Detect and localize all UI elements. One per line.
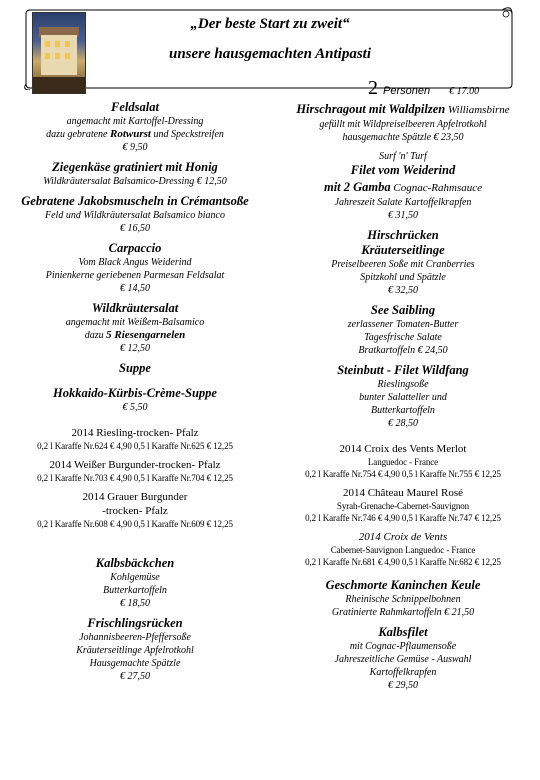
wine-item xyxy=(0,426,270,452)
dish-title: See Saibling xyxy=(370,303,436,317)
menu-item xyxy=(0,386,270,414)
dish-line: Wildkräutersalat Balsamico-Dressing € 12,50 xyxy=(43,176,227,187)
dish-line: Tagesfrische Salate xyxy=(364,332,442,343)
banner-subtitle: unsere hausgemachten Antipasti xyxy=(169,46,371,62)
persons-price: € 17.00 xyxy=(449,86,480,97)
dish-price: € 9,50 xyxy=(122,142,148,153)
dish-line: dazu 5 Riesengarnelen xyxy=(84,329,186,341)
menu-item xyxy=(0,301,270,355)
right-column xyxy=(272,100,534,698)
dish-line: Johannisbeeren-Pfeffersoße xyxy=(79,632,191,643)
dish-line: Preiselbeeren Soße mit Cranberries xyxy=(331,259,475,270)
dish-title: Hirschrücken xyxy=(367,228,439,242)
wine-sub: Cabernet-Sauvignon Languedoc - France xyxy=(330,545,476,555)
dish-title: Frischlingsrücken xyxy=(87,616,183,630)
wine-detail: 0,2 l Karaffe Nr.754 € 4,90 0,5 l Karaffe Nr.755 € 12,25 xyxy=(305,469,501,479)
dish-title: Steinbutt - Filet Wildfang xyxy=(337,363,469,377)
dish-title: Kalbsfilet xyxy=(378,625,428,639)
dish-title: Feldsalat xyxy=(111,100,159,114)
dish-title: Kräuterseitlinge xyxy=(361,243,445,257)
dish-line: Hausgemachte Spätzle xyxy=(89,658,181,669)
wine-name: 2014 Weißer Burgunder-trocken- Pfalz xyxy=(49,459,221,471)
dish-title: Ziegenkäse gratiniert mit Honig xyxy=(52,160,218,174)
dish-line: dazu gebratene Rotwurst und Speckstreifen xyxy=(46,128,224,140)
dish-title: Filet vom Weiderind xyxy=(350,163,456,177)
menu-item xyxy=(0,361,270,376)
wine-name: -trocken- Pfalz xyxy=(102,505,168,517)
menu-item xyxy=(272,228,534,297)
persons-offer xyxy=(368,77,479,100)
menu-item xyxy=(272,578,534,619)
dish-price: € 31,50 xyxy=(388,210,418,221)
left-column xyxy=(0,100,270,689)
menu-item xyxy=(0,160,270,188)
menu-item xyxy=(0,100,270,154)
dish-price: € 5,50 xyxy=(122,402,148,413)
wine-sub: Syrah-Grenache-Cabernet-Sauvignon xyxy=(336,501,470,511)
menu-item xyxy=(272,625,534,692)
dish-price: € 28,50 xyxy=(388,418,418,429)
wine-item xyxy=(0,490,270,530)
wine-name: 2014 Château Maurel Rosé xyxy=(342,487,464,499)
dish-price: € 18,50 xyxy=(120,598,150,609)
wine-item xyxy=(272,486,534,524)
dish-title: Carpaccio xyxy=(108,241,162,255)
dish-line: angemacht mit Kartoffel-Dressing xyxy=(66,116,204,127)
dish-line: Pinienkerne geriebenen Parmesan Feldsalat xyxy=(45,270,225,281)
wine-item xyxy=(0,458,270,484)
dish-line: bunter Salatteller und xyxy=(359,392,447,403)
dish-line: Butterkartoffeln xyxy=(103,585,167,596)
banner-title: „Der beste Start zu zweit“ xyxy=(190,16,350,32)
dish-line: zerlassener Tomaten-Butter xyxy=(347,319,459,330)
dish-line: Jahreszeitliche Gemüse - Auswahl xyxy=(334,654,472,665)
dish-title: Hokkaido-Kürbis-Crème-Suppe xyxy=(53,386,217,400)
wine-detail: 0,2 l Karaffe Nr.624 € 4,90 0,5 l Karaffe Nr.625 € 12,25 xyxy=(37,441,233,451)
dish-price: € 14,50 xyxy=(120,283,150,294)
dish-title: Kalbsbäckchen xyxy=(95,556,175,570)
dish-line: Feld und Wildkräutersalat Balsamico bianco xyxy=(45,210,225,221)
dish-line: Vom Black Angus Weiderind xyxy=(78,257,192,268)
wine-detail: 0,2 l Karaffe Nr.608 € 4,90 0,5 l Karaffe Nr.609 € 12,25 xyxy=(37,519,233,529)
dish-price: € 16,50 xyxy=(120,223,150,234)
dish-price: € 27,50 xyxy=(120,671,150,682)
wine-detail: 0,2 l Karaffe Nr.681 € 4,90 0,5 l Karaffe Nr.682 € 12,25 xyxy=(305,557,501,567)
dish-line: Kartoffelkrapfen xyxy=(369,667,437,678)
wine-detail: 0,2 l Karaffe Nr.703 € 4,90 0,5 l Karaffe Nr.704 € 12,25 xyxy=(37,473,233,483)
wine-name: 2014 Croix de Vents xyxy=(358,531,448,543)
dish-price: € 29,50 xyxy=(388,680,418,691)
wine-name: 2014 Grauer Burgunder xyxy=(82,491,188,503)
menu-item xyxy=(272,100,534,144)
wine-sub: Languedoc - France xyxy=(367,457,439,467)
menu-item xyxy=(0,556,270,610)
dish-pre: Surf 'n' Turf xyxy=(379,151,427,162)
wine-detail: 0,2 l Karaffe Nr.746 € 4,90 0,5 l Karaffe Nr.747 € 12,25 xyxy=(305,513,501,523)
dish-price: € 32,50 xyxy=(388,285,418,296)
menu-item xyxy=(272,150,534,222)
menu-item xyxy=(0,616,270,683)
dish-line: Kohlgemüse xyxy=(110,572,160,583)
dish-line: Rieslingsoße xyxy=(377,379,429,390)
persons-label: Personen xyxy=(383,85,431,97)
wine-item xyxy=(272,530,534,568)
menu-item xyxy=(272,303,534,357)
dish-line: angemacht mit Weißem-Balsamico xyxy=(65,317,205,328)
dish-line: gefüllt mit Wildpreiselbeeren Apfelrotkohl xyxy=(319,119,487,130)
wine-item xyxy=(272,442,534,480)
dish-price: € 12,50 xyxy=(120,343,150,354)
dish-title: mit 2 Gamba Cognac-Rahmsauce xyxy=(323,180,482,194)
wine-name: 2014 Croix des Vents Merlot xyxy=(339,443,467,455)
wine-name: 2014 Riesling-trocken- Pfalz xyxy=(71,427,199,439)
dish-line: Spitzkohl und Spätzle xyxy=(360,272,446,283)
menu-item xyxy=(272,363,534,430)
dish-title: Geschmorte Kaninchen Keule xyxy=(325,578,481,592)
dish-line: Bratkartoffeln € 24,50 xyxy=(358,345,448,356)
dish-line: hausgemachte Spätzle € 23,50 xyxy=(342,132,464,143)
menu-item xyxy=(0,241,270,295)
persons-count: 2 xyxy=(368,77,378,99)
dish-title: Wildkräutersalat xyxy=(91,301,179,315)
dish-title: Gebratene Jakobsmuscheln in Crémantsoße xyxy=(21,194,249,208)
dish-line: Butterkartoffeln xyxy=(371,405,435,416)
dish-line: Jahreszeit Salate Kartoffelkrapfen xyxy=(334,197,472,208)
dish-line: mit Cognac-Pflaumensoße xyxy=(349,641,457,652)
section-title: Suppe xyxy=(119,361,151,375)
dish-line: Rheinische Schnippelbohnen xyxy=(345,594,461,605)
dish-title: Hirschragout mit Waldpilzen Williamsbirne xyxy=(296,102,510,116)
dish-line: Kräuterseitlinge Apfelrotkohl xyxy=(76,645,194,656)
dish-line: Gratinierte Rahmkartoffeln € 21,50 xyxy=(331,607,475,618)
menu-item xyxy=(0,194,270,235)
